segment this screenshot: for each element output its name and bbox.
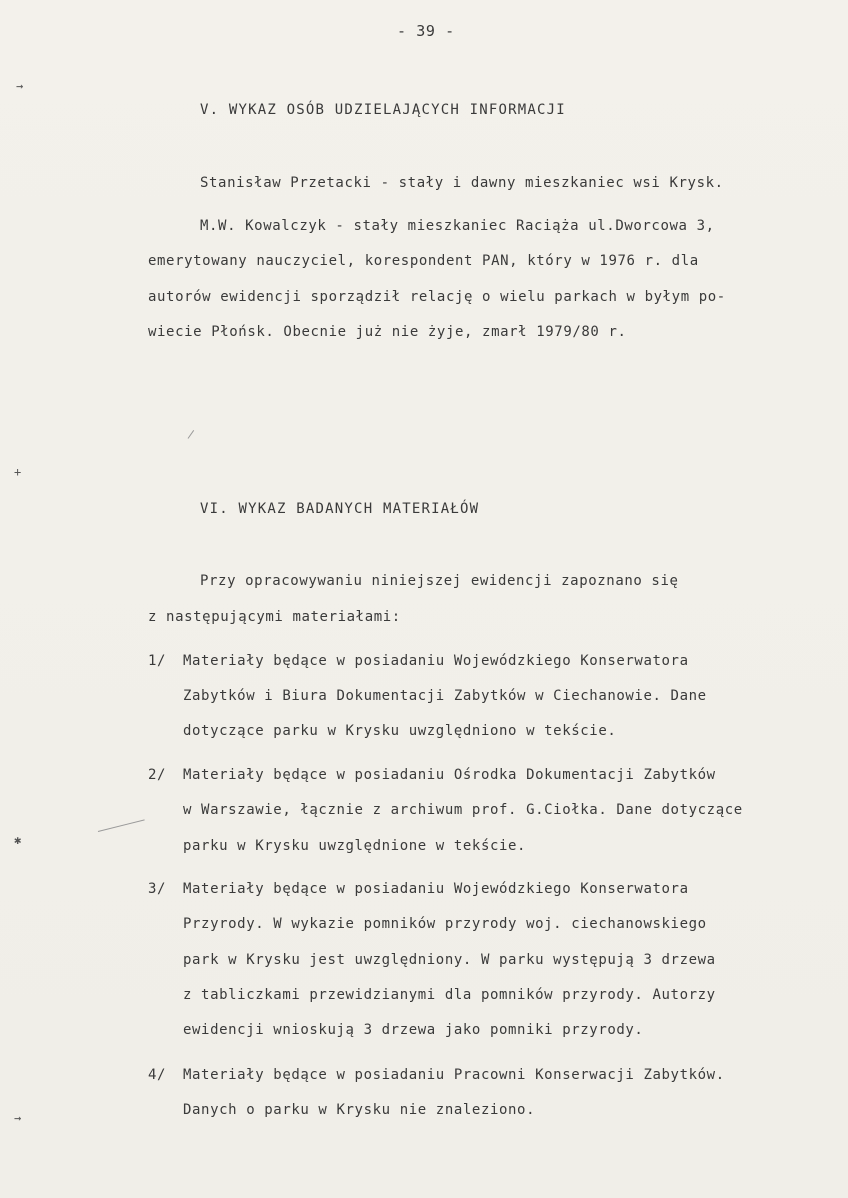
intro-line-1: Przy opracowywaniu niniejszej ewidencji zapoznano się: [200, 573, 679, 589]
item-3-number: 3/: [148, 881, 167, 897]
item-4-line-2: Danych o parku w Krysku nie znaleziono.: [183, 1102, 536, 1118]
item-3-line-5: ewidencji wnioskują 3 drzewa jako pomniki przyrody.: [183, 1022, 644, 1038]
item-3-line-4: z tabliczkami przewidzianymi dla pomników przyrody. Autorzy: [183, 987, 716, 1003]
item-3-line-3: park w Krysku jest uwzględniony. W parku występują 3 drzewa: [183, 952, 716, 968]
informant-2-line-3: autorów ewidencji sporządził relację o wielu parkach w byłym po-: [148, 289, 726, 305]
item-2-line-2: w Warszawie, łącznie z archiwum prof. G.Ciołka. Dane dotyczące: [183, 802, 743, 818]
margin-tick-mark: →: [16, 79, 24, 93]
margin-tick-mark: +: [14, 465, 22, 479]
item-4-number: 4/: [148, 1067, 167, 1083]
pen-stroke: [98, 819, 145, 832]
section-6-heading: VI. WYKAZ BADANYCH MATERIAŁÓW: [200, 501, 480, 517]
item-2-number: 2/: [148, 767, 167, 783]
item-1-line-1: Materiały będące w posiadaniu Wojewódzkiego Konserwatora: [183, 653, 689, 669]
pen-stroke: [188, 430, 195, 439]
item-2-line-1: Materiały będące w posiadaniu Ośrodka Dokumentacji Zabytków: [183, 767, 716, 783]
item-3-line-2: Przyrody. W wykazie pomników przyrody woj. ciechanowskiego: [183, 916, 707, 932]
item-4-line-1: Materiały będące w posiadaniu Pracowni Konserwacji Zabytków.: [183, 1067, 725, 1083]
page-number: - 39 -: [397, 22, 455, 40]
section-5-heading: V. WYKAZ OSÓB UDZIELAJĄCYCH INFORMACJI: [200, 102, 566, 118]
item-1-line-2: Zabytków i Biura Dokumentacji Zabytków w Ciechanowie. Dane: [183, 688, 707, 704]
informant-2-line-4: wiecie Płońsk. Obecnie już nie żyje, zmarł 1979/80 r.: [148, 324, 627, 340]
informant-2-line-2: emerytowany nauczyciel, korespondent PAN, który w 1976 r. dla: [148, 253, 699, 269]
intro-line-2: z następującymi materiałami:: [148, 609, 401, 625]
item-1-number: 1/: [148, 653, 167, 669]
margin-tick-mark: ✱: [14, 833, 22, 847]
margin-tick-mark: →: [14, 1111, 22, 1125]
item-1-line-3: dotyczące parku w Krysku uwzględniono w tekście.: [183, 723, 617, 739]
informant-1: Stanisław Przetacki - stały i dawny mieszkaniec wsi Krysk.: [200, 175, 724, 191]
item-3-line-1: Materiały będące w posiadaniu Wojewódzkiego Konserwatora: [183, 881, 689, 897]
informant-2-line-1: M.W. Kowalczyk - stały mieszkaniec Raciąża ul.Dworcowa 3,: [200, 218, 715, 234]
item-2-line-3: parku w Krysku uwzględnione w tekście.: [183, 838, 527, 854]
